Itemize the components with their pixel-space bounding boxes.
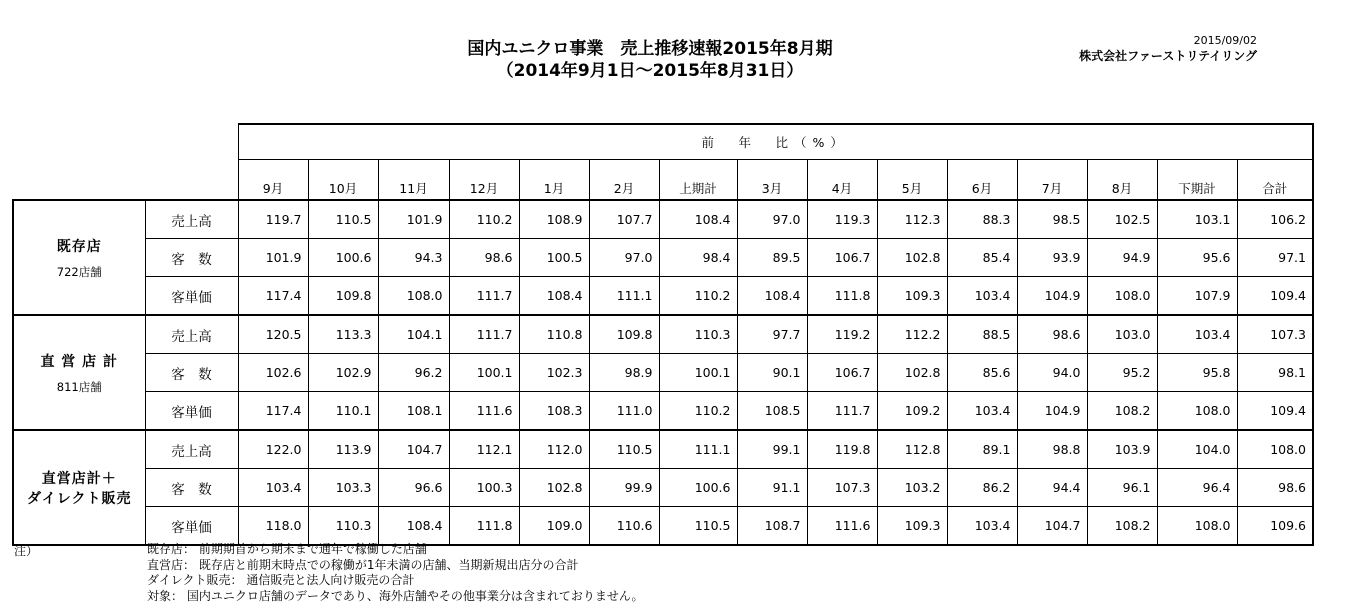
value-cell: 98.6 [1017, 315, 1087, 354]
metric-label: 客単価 [145, 507, 238, 546]
value-cell: 111.8 [449, 507, 519, 546]
sales-table [12, 123, 1314, 546]
table-row [13, 315, 1313, 354]
metric-label: 客単価 [145, 277, 238, 316]
month-header: 11月 [378, 160, 449, 201]
value-cell: 104.7 [378, 430, 449, 469]
value-cell: 109.4 [1237, 392, 1313, 431]
table-row [13, 200, 1313, 239]
value-cell: 112.2 [877, 315, 947, 354]
value-cell: 102.9 [308, 354, 378, 392]
report-title: 国内ユニクロ事業 売上推移速報2015年8月期 [467, 39, 833, 59]
notes-mark: 注） [14, 544, 39, 558]
value-cell: 118.0 [238, 507, 308, 546]
note-line: 既存店： 前期期首から期末まで通年で稼働した店舗 [147, 542, 427, 556]
metric-label: 客 数 [145, 239, 238, 277]
value-cell: 112.3 [877, 200, 947, 239]
value-cell: 110.8 [519, 315, 589, 354]
notes [147, 542, 644, 604]
value-cell: 113.3 [308, 315, 378, 354]
table-row [13, 507, 1313, 546]
value-cell: 111.1 [659, 430, 737, 469]
value-cell: 103.4 [238, 469, 308, 507]
value-cell: 111.7 [807, 392, 877, 431]
value-cell: 110.6 [589, 507, 659, 546]
value-cell: 97.1 [1237, 239, 1313, 277]
value-cell: 96.6 [378, 469, 449, 507]
value-cell: 88.3 [947, 200, 1017, 239]
note-line: 対象： 国内ユニクロ店舗のデータであり、海外店舗やその他事業分は含まれておりません。 [147, 588, 644, 603]
value-cell: 119.2 [807, 315, 877, 354]
value-cell: 119.8 [807, 430, 877, 469]
value-cell: 102.3 [519, 354, 589, 392]
value-cell: 104.9 [1017, 277, 1087, 316]
value-cell: 110.5 [589, 430, 659, 469]
value-cell: 110.3 [659, 315, 737, 354]
value-cell: 110.1 [308, 392, 378, 431]
value-cell: 107.9 [1157, 277, 1237, 316]
month-header: 下期計 [1157, 160, 1237, 201]
table-row [13, 469, 1313, 507]
value-cell: 110.5 [659, 507, 737, 546]
value-cell: 111.7 [449, 277, 519, 316]
group-name-line2: ダイレクト販売 [27, 490, 132, 507]
value-cell: 100.1 [449, 354, 519, 392]
metric-label: 売上高 [145, 200, 238, 239]
value-cell: 108.0 [1237, 430, 1313, 469]
value-cell: 90.1 [737, 354, 807, 392]
group-label [13, 430, 145, 545]
value-cell: 100.1 [659, 354, 737, 392]
metric-label: 客 数 [145, 354, 238, 392]
value-cell: 103.4 [947, 507, 1017, 546]
value-cell: 111.0 [589, 392, 659, 431]
value-cell: 95.6 [1157, 239, 1237, 277]
value-cell: 85.6 [947, 354, 1017, 392]
value-cell: 108.2 [1087, 507, 1157, 546]
value-cell: 111.8 [807, 277, 877, 316]
value-cell: 98.4 [659, 239, 737, 277]
group-label [13, 200, 145, 315]
value-cell: 109.8 [589, 315, 659, 354]
value-cell: 98.8 [1017, 430, 1087, 469]
table-row [13, 392, 1313, 431]
value-cell: 109.8 [308, 277, 378, 316]
value-cell: 99.1 [737, 430, 807, 469]
value-cell: 122.0 [238, 430, 308, 469]
table-body [13, 200, 1313, 545]
value-cell: 104.7 [1017, 507, 1087, 546]
value-cell: 103.0 [1087, 315, 1157, 354]
value-cell: 94.0 [1017, 354, 1087, 392]
value-cell: 96.2 [378, 354, 449, 392]
value-cell: 110.2 [659, 277, 737, 316]
value-cell: 111.7 [449, 315, 519, 354]
value-cell: 106.2 [1237, 200, 1313, 239]
value-cell: 110.2 [659, 392, 737, 431]
group-name: 直 営 店 計 [40, 353, 119, 370]
value-cell: 108.4 [519, 277, 589, 316]
month-header: 4月 [807, 160, 877, 201]
value-cell: 108.9 [519, 200, 589, 239]
value-cell: 98.9 [589, 354, 659, 392]
value-cell: 107.3 [807, 469, 877, 507]
value-cell: 98.5 [1017, 200, 1087, 239]
month-header: 6月 [947, 160, 1017, 201]
value-cell: 95.8 [1157, 354, 1237, 392]
value-cell: 112.8 [877, 430, 947, 469]
value-cell: 109.3 [877, 277, 947, 316]
value-cell: 96.4 [1157, 469, 1237, 507]
value-cell: 106.7 [807, 239, 877, 277]
table-row [13, 354, 1313, 392]
value-cell: 109.2 [877, 392, 947, 431]
value-cell: 110.2 [449, 200, 519, 239]
month-header: 2月 [589, 160, 659, 201]
metric-label: 売上高 [145, 430, 238, 469]
value-cell: 104.9 [1017, 392, 1087, 431]
value-cell: 117.4 [238, 392, 308, 431]
value-cell: 104.0 [1157, 430, 1237, 469]
metric-label: 客 数 [145, 469, 238, 507]
value-cell: 101.9 [378, 200, 449, 239]
value-cell: 110.5 [308, 200, 378, 239]
value-cell: 93.9 [1017, 239, 1087, 277]
group-name: 既存店 [56, 238, 102, 255]
group-store-count: 722店舗 [56, 264, 102, 279]
value-cell: 119.7 [238, 200, 308, 239]
value-cell: 110.3 [308, 507, 378, 546]
month-header: 合計 [1237, 160, 1313, 201]
value-cell: 102.8 [519, 469, 589, 507]
value-cell: 98.6 [1237, 469, 1313, 507]
value-cell: 108.5 [737, 392, 807, 431]
value-cell: 108.4 [378, 507, 449, 546]
month-header: 5月 [877, 160, 947, 201]
month-header: 9月 [238, 160, 308, 201]
metric-label: 売上高 [145, 315, 238, 354]
value-cell: 102.5 [1087, 200, 1157, 239]
value-cell: 98.1 [1237, 354, 1313, 392]
value-cell: 97.0 [589, 239, 659, 277]
month-header: 7月 [1017, 160, 1087, 201]
value-cell: 100.6 [308, 239, 378, 277]
value-cell: 89.1 [947, 430, 1017, 469]
value-cell: 108.1 [378, 392, 449, 431]
value-cell: 101.9 [238, 239, 308, 277]
value-cell: 107.7 [589, 200, 659, 239]
table-row [13, 430, 1313, 469]
value-cell: 97.7 [737, 315, 807, 354]
group-label [13, 315, 145, 430]
note-line: 直営店： 既存店と前期末時点での稼働が1年未満の店舗、当期新規出店分の合計 [147, 557, 579, 572]
value-cell: 98.6 [449, 239, 519, 277]
value-cell: 108.2 [1087, 392, 1157, 431]
value-cell: 89.5 [737, 239, 807, 277]
month-header: 3月 [737, 160, 807, 201]
value-cell: 119.3 [807, 200, 877, 239]
company-name: 株式会社ファーストリテイリング [1079, 49, 1257, 63]
value-cell: 111.1 [589, 277, 659, 316]
value-cell: 88.5 [947, 315, 1017, 354]
group-name: 直営店計＋ [41, 470, 117, 487]
table-row [13, 239, 1313, 277]
corner-blank [13, 124, 238, 200]
value-cell: 109.3 [877, 507, 947, 546]
value-cell: 108.0 [1157, 507, 1237, 546]
value-cell: 103.2 [877, 469, 947, 507]
value-cell: 100.6 [659, 469, 737, 507]
value-cell: 109.0 [519, 507, 589, 546]
value-cell: 86.2 [947, 469, 1017, 507]
value-cell: 109.6 [1237, 507, 1313, 546]
value-cell: 91.1 [737, 469, 807, 507]
report-period: （2014年9月1日～2015年8月31日） [496, 61, 804, 81]
value-cell: 111.6 [807, 507, 877, 546]
value-cell: 107.3 [1237, 315, 1313, 354]
value-cell: 112.1 [449, 430, 519, 469]
value-cell: 109.4 [1237, 277, 1313, 316]
value-cell: 102.8 [877, 239, 947, 277]
metric-label: 客単価 [145, 392, 238, 431]
value-cell: 103.4 [947, 392, 1017, 431]
value-cell: 103.1 [1157, 200, 1237, 239]
publish-date: 2015/09/02 [1193, 34, 1257, 47]
month-header: 1月 [519, 160, 589, 201]
month-header: 12月 [449, 160, 519, 201]
value-cell: 103.9 [1087, 430, 1157, 469]
value-cell: 100.5 [519, 239, 589, 277]
value-cell: 94.9 [1087, 239, 1157, 277]
value-cell: 104.1 [378, 315, 449, 354]
value-cell: 85.4 [947, 239, 1017, 277]
value-cell: 108.0 [378, 277, 449, 316]
value-cell: 117.4 [238, 277, 308, 316]
value-cell: 120.5 [238, 315, 308, 354]
value-cell: 95.2 [1087, 354, 1157, 392]
table-row [13, 277, 1313, 316]
value-cell: 108.0 [1157, 392, 1237, 431]
month-header: 上期計 [659, 160, 737, 201]
value-cell: 108.3 [519, 392, 589, 431]
month-header: 8月 [1087, 160, 1157, 201]
value-cell: 112.0 [519, 430, 589, 469]
value-cell: 102.6 [238, 354, 308, 392]
group-store-count: 811店舗 [56, 379, 102, 394]
value-cell: 103.4 [947, 277, 1017, 316]
value-cell: 100.3 [449, 469, 519, 507]
value-cell: 103.3 [308, 469, 378, 507]
value-cell: 111.6 [449, 392, 519, 431]
note-line: ダイレクト販売： 通信販売と法人向け販売の合計 [147, 573, 415, 587]
value-cell: 108.4 [737, 277, 807, 316]
value-cell: 106.7 [807, 354, 877, 392]
value-cell: 113.9 [308, 430, 378, 469]
value-cell: 94.4 [1017, 469, 1087, 507]
value-cell: 99.9 [589, 469, 659, 507]
value-cell: 108.0 [1087, 277, 1157, 316]
value-cell: 97.0 [737, 200, 807, 239]
value-cell: 94.3 [378, 239, 449, 277]
value-cell: 103.4 [1157, 315, 1237, 354]
value-cell: 108.7 [737, 507, 807, 546]
month-header: 10月 [308, 160, 378, 201]
value-cell: 108.4 [659, 200, 737, 239]
value-cell: 102.8 [877, 354, 947, 392]
yoy-header: 前 年 比（%） [238, 124, 1313, 160]
value-cell: 96.1 [1087, 469, 1157, 507]
